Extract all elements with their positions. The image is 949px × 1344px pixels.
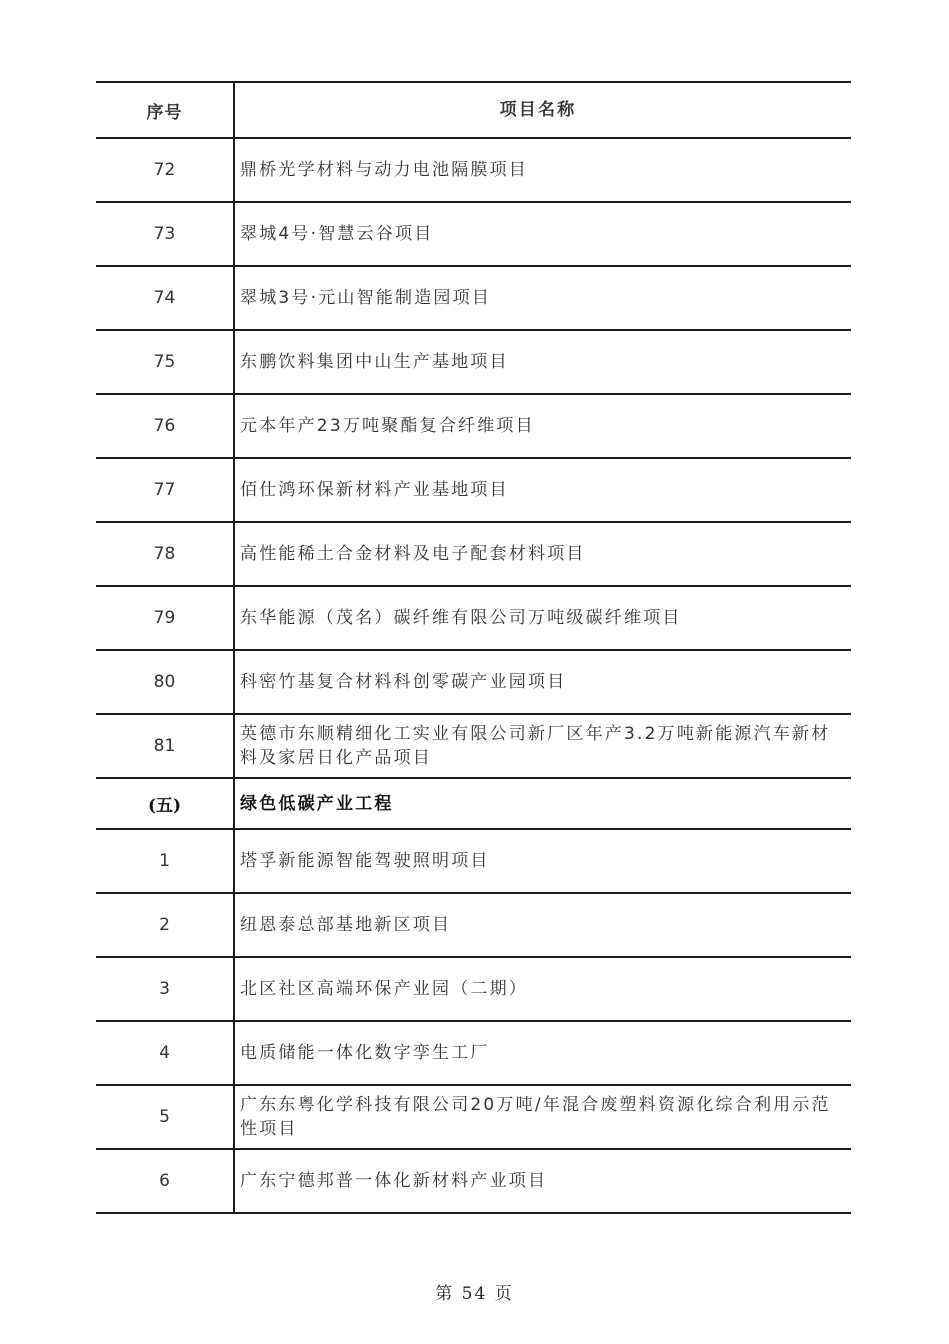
row-project-name: 东鹏饮料集团中山生产基地项目 <box>234 330 851 394</box>
row-index: 73 <box>96 202 234 266</box>
row-index: 2 <box>96 893 234 957</box>
row-project-name: 英德市东顺精细化工实业有限公司新厂区年产3.2万吨新能源汽车新材料及家居日化产品项目 <box>234 714 851 778</box>
row-project-name: 广东东粤化学科技有限公司20万吨/年混合废塑料资源化综合利用示范性项目 <box>234 1085 851 1149</box>
table-header-row <box>96 82 851 138</box>
table-row <box>96 893 851 957</box>
row-project-name: 翠城3号·元山智能制造园项目 <box>234 266 851 330</box>
table-row <box>96 138 851 202</box>
row-index: 4 <box>96 1021 234 1085</box>
table-row <box>96 394 851 458</box>
row-project-name: 塔孚新能源智能驾驶照明项目 <box>234 829 851 893</box>
row-index: 72 <box>96 138 234 202</box>
row-project-name: 北区社区高端环保产业园（二期） <box>234 957 851 1021</box>
table-row <box>96 202 851 266</box>
header-project-name: 项目名称 <box>234 82 851 138</box>
table-row <box>96 650 851 714</box>
row-index: 76 <box>96 394 234 458</box>
row-index: 78 <box>96 522 234 586</box>
table-row <box>96 458 851 522</box>
table-row <box>96 522 851 586</box>
page-number: 第 54 页 <box>435 1284 514 1304</box>
table-row <box>96 957 851 1021</box>
table-row <box>96 330 851 394</box>
table-row <box>96 1021 851 1085</box>
table-row <box>96 829 851 893</box>
row-project-name: 东华能源（茂名）碳纤维有限公司万吨级碳纤维项目 <box>234 586 851 650</box>
row-project-name: 翠城4号·智慧云谷项目 <box>234 202 851 266</box>
row-project-name: 元本年产23万吨聚酯复合纤维项目 <box>234 394 851 458</box>
table-row <box>96 1085 851 1149</box>
row-index: 80 <box>96 650 234 714</box>
table-row <box>96 714 851 778</box>
section-heading-row <box>96 778 851 829</box>
row-index: 74 <box>96 266 234 330</box>
row-project-name: 广东宁德邦普一体化新材料产业项目 <box>234 1149 851 1213</box>
row-project-name: 科密竹基复合材料科创零碳产业园项目 <box>234 650 851 714</box>
row-index: 81 <box>96 714 234 778</box>
row-index: 79 <box>96 586 234 650</box>
table-row <box>96 1149 851 1213</box>
row-project-name: 高性能稀土合金材料及电子配套材料项目 <box>234 522 851 586</box>
row-index: 6 <box>96 1149 234 1213</box>
table-row <box>96 266 851 330</box>
header-index: 序号 <box>96 82 234 138</box>
row-index: 1 <box>96 829 234 893</box>
row-index: 3 <box>96 957 234 1021</box>
row-project-name: 电质储能一体化数字孪生工厂 <box>234 1021 851 1085</box>
section-index: (五) <box>96 778 234 829</box>
row-index: 5 <box>96 1085 234 1149</box>
project-table <box>96 81 851 1214</box>
row-project-name: 鼎桥光学材料与动力电池隔膜项目 <box>234 138 851 202</box>
row-project-name: 佰仕鸿环保新材料产业基地项目 <box>234 458 851 522</box>
row-index: 75 <box>96 330 234 394</box>
table-row <box>96 586 851 650</box>
row-project-name: 纽恩泰总部基地新区项目 <box>234 893 851 957</box>
section-title: 绿色低碳产业工程 <box>234 778 851 829</box>
row-index: 77 <box>96 458 234 522</box>
